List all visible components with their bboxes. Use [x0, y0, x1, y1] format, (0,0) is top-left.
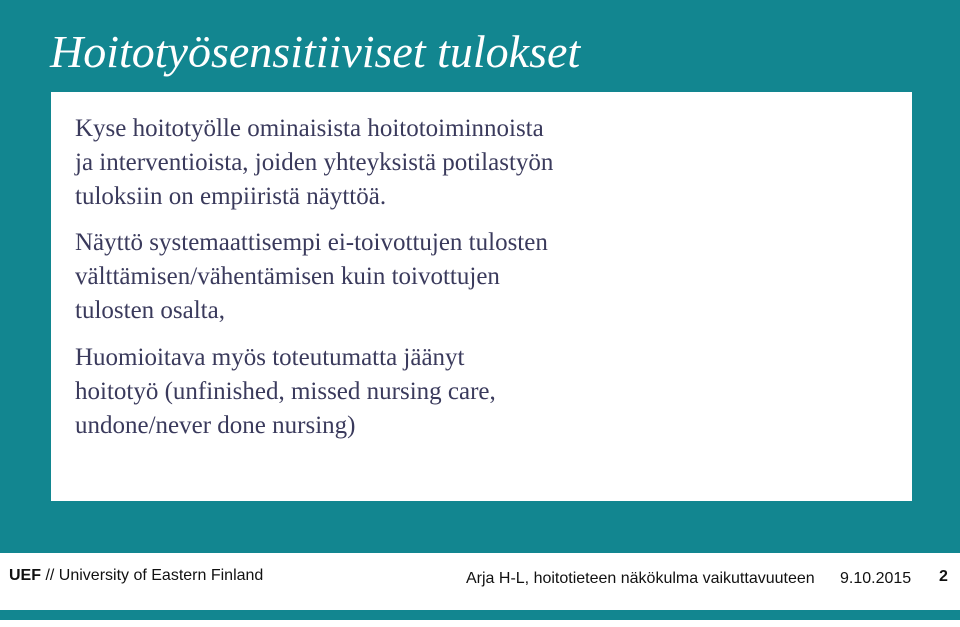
- paragraph-line: tuloksiin on empiiristä näyttöä.: [75, 183, 387, 210]
- paragraph-line: undone/never done nursing): [75, 412, 356, 439]
- footer-author: Arja H-L, hoitotieteen näkökulma vaikuttavuuteen: [466, 570, 815, 587]
- slide-title: Hoitotyösensitiiviset tulokset: [50, 26, 581, 77]
- paragraph-line: ja interventioista, joiden yhteyksistä potilastyön: [75, 149, 554, 176]
- paragraph-line: Huomioitava myös toteutumatta jäänyt: [75, 344, 465, 371]
- slide-footer: [0, 553, 960, 627]
- footer-organization: [9, 566, 263, 586]
- paragraph-line: tulosten osalta,: [75, 297, 225, 324]
- paragraph-line: Kyse hoitotyölle ominaisista hoitotoiminnoista: [75, 115, 544, 142]
- footer-date: 9.10.2015: [840, 570, 912, 587]
- paragraph-2: [75, 226, 548, 328]
- paragraph-line: hoitotyö (unfinished, missed nursing care,: [75, 378, 496, 405]
- paragraph-3: [75, 341, 496, 443]
- paragraph-1: [75, 112, 553, 214]
- content-box: [51, 92, 912, 501]
- university-name: // University of Eastern Finland: [41, 567, 264, 584]
- paragraph-line: Näyttö systemaattisempi ei-toivottujen tulosten: [75, 229, 548, 256]
- footer-bar: [0, 610, 960, 620]
- page-number: 2: [939, 568, 948, 585]
- paragraph-line: välttämisen/vähentämisen kuin toivottujen: [75, 263, 500, 290]
- uef-logo-text: UEF: [9, 567, 41, 584]
